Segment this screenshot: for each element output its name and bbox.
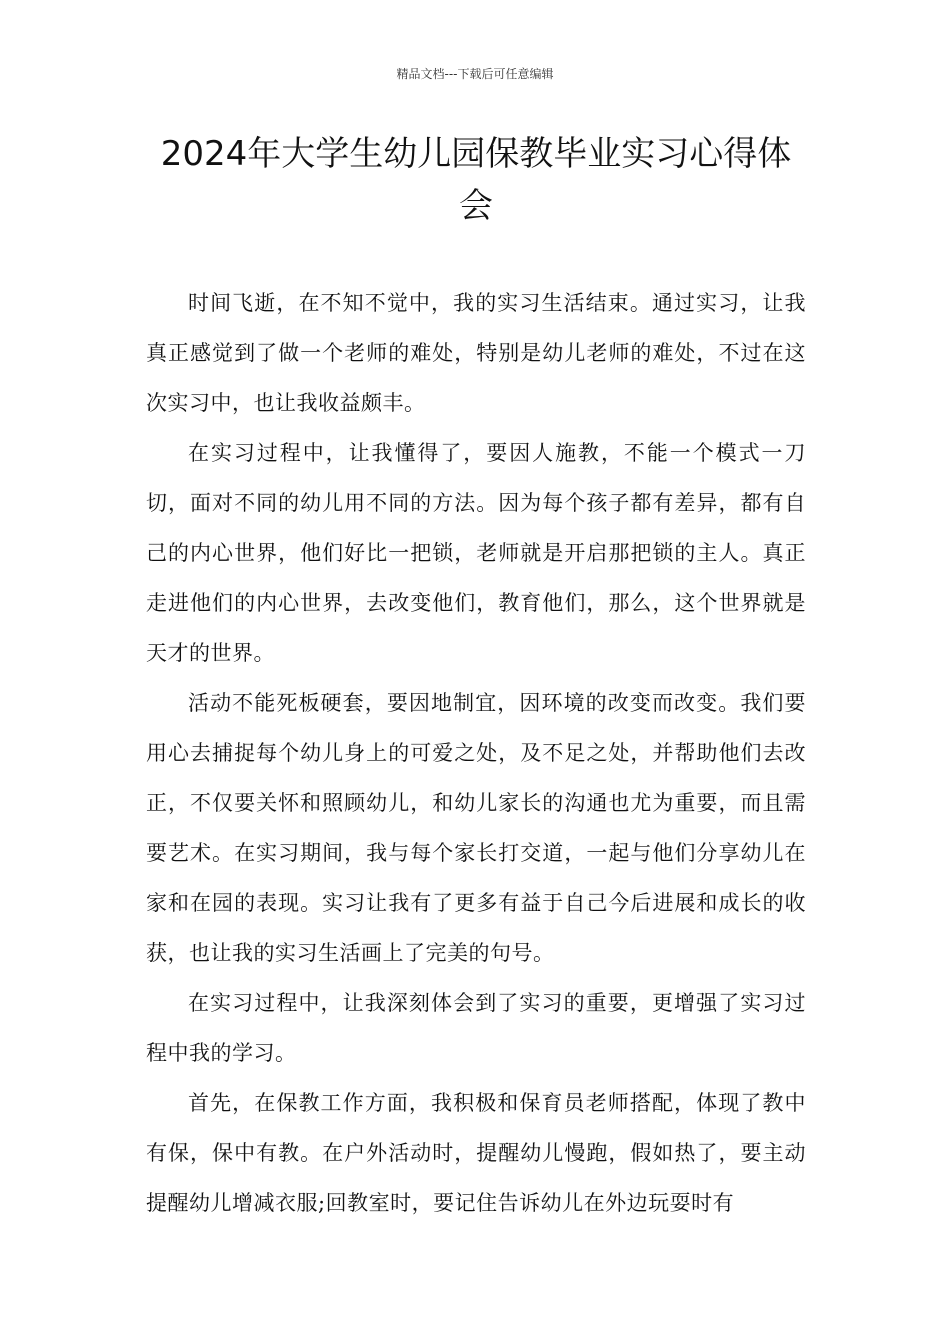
header-note: 精品文档---下载后可任意编辑 (396, 67, 554, 81)
paragraph-1: 时间飞逝，在不知不觉中，我的实习生活结束。通过实习，让我真正感觉到了做一个老师的难处，特别是幼儿老师的难处，不过在这次实习中，也让我收益颇丰。 (146, 291, 806, 415)
document-title: 2024年大学生幼儿园保教毕业实习心得体会 (160, 134, 792, 226)
paragraph-2: 在实习过程中，让我懂得了，要因人施教，不能一个模式一刀切，面对不同的幼儿用不同的方法。因为每个孩子都有差异，都有自己的内心世界，他们好比一把锁，老师就是开启那把锁的主人。真正走进他们的内心世界，去改变他们，教育他们，那么，这个世界就是天才的世界。 (146, 441, 806, 665)
paragraph-4: 在实习过程中，让我深刻体会到了实习的重要，更增强了实习过程中我的学习。 (146, 991, 806, 1065)
paragraph-3: 活动不能死板硬套，要因地制宜，因环境的改变而改变。我们要用心去捕捉每个幼儿身上的可爱之处，及不足之处，并帮助他们去改正，不仅要关怀和照顾幼儿，和幼儿家长的沟通也尤为重要，而且需要艺术。在实习期间，我与每个家长打交道，一起与他们分享幼儿在家和在园的表现。实习让我有了更多有益于自己今后进展和成长的收获，也让我的实习生活画上了完美的句号。 (146, 691, 806, 965)
document-body (146, 278, 806, 1228)
paragraph-5: 首先，在保教工作方面，我积极和保育员老师搭配，体现了教中有保，保中有教。在户外活动时，提醒幼儿慢跑，假如热了，要主动提醒幼儿增减衣服;回教室时，要记住告诉幼儿在外边玩耍时有 (146, 1091, 806, 1215)
